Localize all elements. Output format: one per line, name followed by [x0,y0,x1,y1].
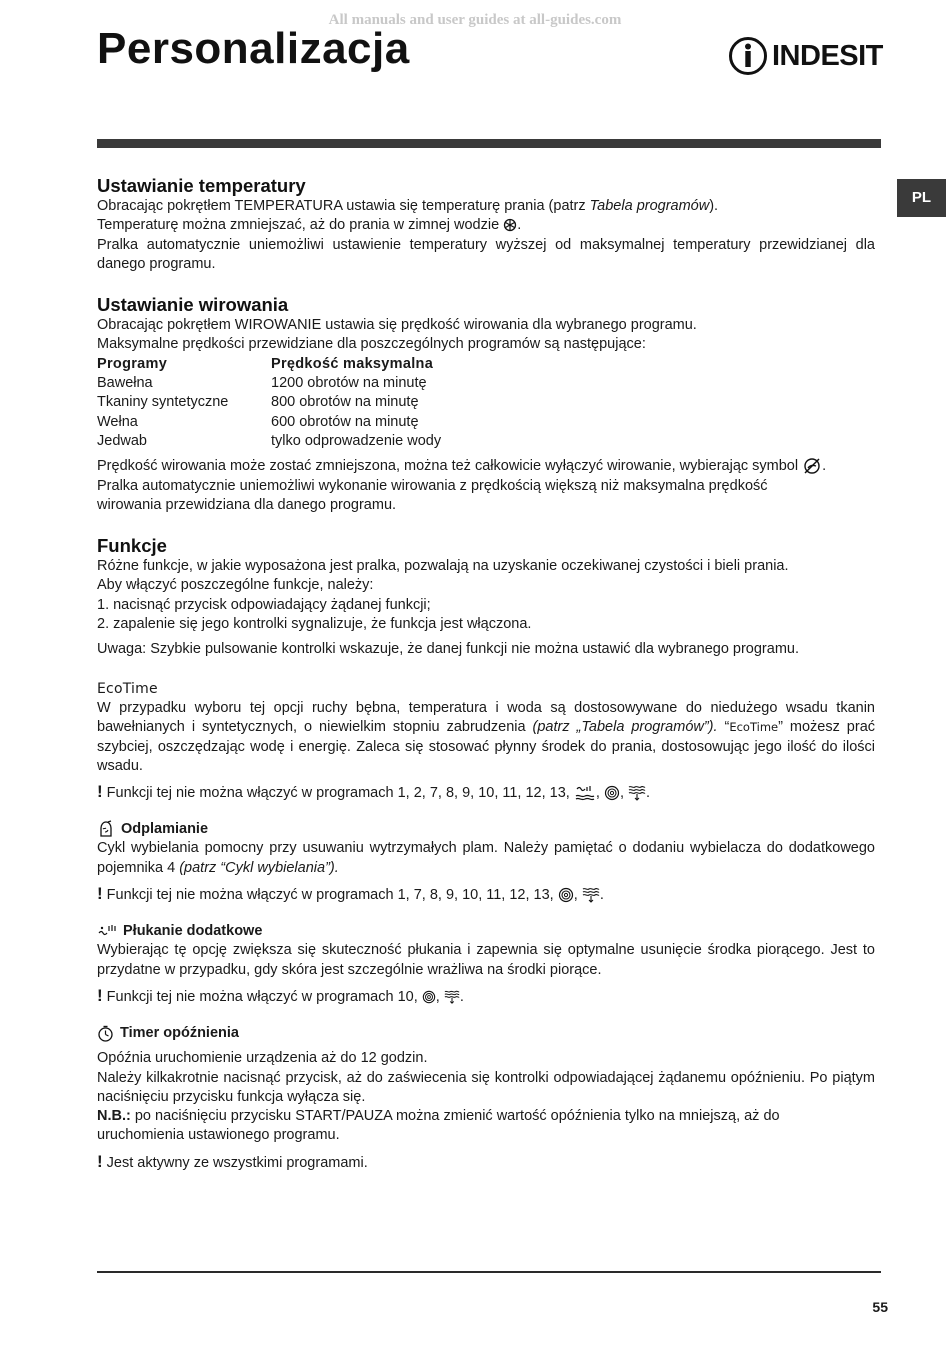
warning-icon: ! [97,985,103,1005]
paragraph: Temperaturę można zmniejszać, aż do prania w zimnej wodzie . [97,217,522,234]
drain-icon [444,989,460,1005]
table-cell: 600 obrotów na minutę [271,413,419,430]
spin-icon [604,785,620,801]
table-cell: tylko odprowadzenie wody [271,432,442,449]
paragraph: Obracając pokrętłem WIROWANIE ustawia się prędkość wirowania dla wybranego programu. [97,317,697,334]
table-row [97,393,441,412]
function-heading-timer: Timer opóźnienia [97,1023,875,1043]
warning: ! Jest aktywny ze wszystkimi programami. [97,1151,368,1171]
paragraph: Maksymalne prędkości przewidziane dla poszczególnych programów są następujące: [97,336,646,353]
no-spin-icon [802,457,822,475]
warning: ! Funkcji tej nie można włączyć w programach 1, 2, 7, 8, 9, 10, 11, 12, 13, , , . [97,782,651,802]
extra-rinse-icon [97,923,117,939]
paragraph: Opóźnia uruchomienie urządzenia aż do 12 godzin. [97,1050,428,1067]
table-cell: 1200 obrotów na minutę [271,375,427,392]
spin-icon [558,887,574,903]
warning: ! Funkcji tej nie można włączyć w programach 1, 7, 8, 9, 10, 11, 12, 13, , . [97,884,604,904]
paragraph: Różne funkcje, w jakie wyposażona jest pralka, pozwalają na uzyskanie oczekiwanej czystości i bieli prania. [97,558,789,575]
function-heading-rinse: Płukanie dodatkowe [97,921,875,941]
cold-water-icon [503,218,517,232]
paragraph: Prędkość wirowania może zostać zmniejszona, można też całkowicie wyłączyć wirowanie, wybierając symbol . [97,458,827,475]
table-cell: Jedwab [97,432,147,449]
page-title: Personalizacja [97,24,410,73]
rinse-icon [574,784,596,802]
table-header: Programy [97,355,168,372]
paragraph: N.B.: po naciśnięciu przycisku START/PAUZA można zmienić wartość opóźnienia tylko na mniejszą, aż do uruchomienia ustawionego programu. [97,1108,780,1144]
drain-icon [582,886,600,904]
function-heading-stain: Odplamianie [97,819,875,839]
delay-timer-icon [97,1025,114,1042]
table-row [97,432,441,451]
paragraph: Należy kilkakrotnie nacisnąć przycisk, aż do zaświecenia się kontrolki odpowiadającej żądanemu opóźnieniu. Po piątym naciśnięciu przycisku funkcja wyłącza się. [97,1069,875,1105]
spin-icon [422,990,436,1004]
language-tab: PL [897,179,946,217]
table-cell: 800 obrotów na minutę [271,394,419,411]
footer-rule [97,1271,881,1273]
indesit-i-icon [728,36,768,76]
warning-icon: ! [97,1151,103,1171]
page-number: 55 [872,1299,888,1315]
paragraph: Wybierając tę opcję zwiększa się skuteczność płukania i zapewnia się optymalne usunięcie środka piorącego. Jest to przydatne w przypadku, gdy skóra jest szczególnie wrażliwa na środki piorące. [97,942,875,978]
brand-name: INDESIT [772,39,883,72]
header-rule [97,139,881,148]
warning: ! Funkcji tej nie można włączyć w programach 10, , . [97,985,464,1005]
table-row [97,413,441,432]
paragraph: Cykl wybielania pomocny przy usuwaniu wytrzymałych plam. Należy pamiętać o dodaniu wybielacza do dodatkowego pojemnika 4 (patrz “Cykl wybielania”). [97,840,875,876]
paragraph: Aby włączyć poszczególne funkcje, należy: [97,577,374,594]
warning-icon: ! [97,782,103,802]
table-cell: Tkaniny syntetyczne [97,394,229,411]
brand-logo [728,36,883,76]
table-row [97,374,441,393]
main-content [97,175,875,1173]
list-item: 2. zapalenie się jego kontrolki sygnalizuje, że funkcja jest włączona. [97,616,532,633]
stain-removal-icon [97,820,115,838]
section-heading-functions: Funkcje [97,535,167,557]
table-header: Prędkość maksymalna [271,355,434,372]
drain-icon [628,784,646,802]
paragraph: Obracając pokrętłem TEMPERATURA ustawia się temperaturę prania (patrz Tabela programów). [97,198,719,214]
list-item: 1. nacisnąć przycisk odpowiadający żądanej funkcji; [97,596,431,613]
spin-speed-table [97,355,441,451]
paragraph: Pralka automatycznie uniemożliwi wykonanie wirowania z prędkością większą niż maksymalna prędkość wirowania przewidziana dla danego programu. [97,477,768,513]
note: Uwaga: Szybkie pulsowanie kontrolki wskazuje, że danej funkcji nie można ustawić dla wybranego programu. [97,641,799,658]
table-cell: Bawełna [97,375,153,392]
warning-icon: ! [97,884,103,904]
table-cell: Wełna [97,413,138,430]
section-heading-temperature: Ustawianie temperatury [97,175,306,196]
watermark: All manuals and user guides at all-guides.com [328,12,622,28]
table-header-row [97,355,441,374]
ecotime-label: EcoTime [97,680,158,697]
paragraph: W przypadku wyboru tej opcji ruchy bębna, temperatura i woda są dostosowywane do niedużego wsadu tkanin bawełnianych i syntetycznych, o niewielkim stopniu zabrudzenia (patrz „Tabela programów”). “EcoTime” możesz prać szybciej, oszczędzając wodę i energię. Zaleca się stosować płynny środek do prania, dostosowując jego ilość do ilości wsadu. [97,699,876,774]
section-heading-spin: Ustawianie wirowania [97,294,289,316]
paragraph: Pralka automatycznie uniemożliwi ustawienie temperatury wyższej od maksymalnej temperatury przewidzianej dla danego programu. [97,236,875,272]
